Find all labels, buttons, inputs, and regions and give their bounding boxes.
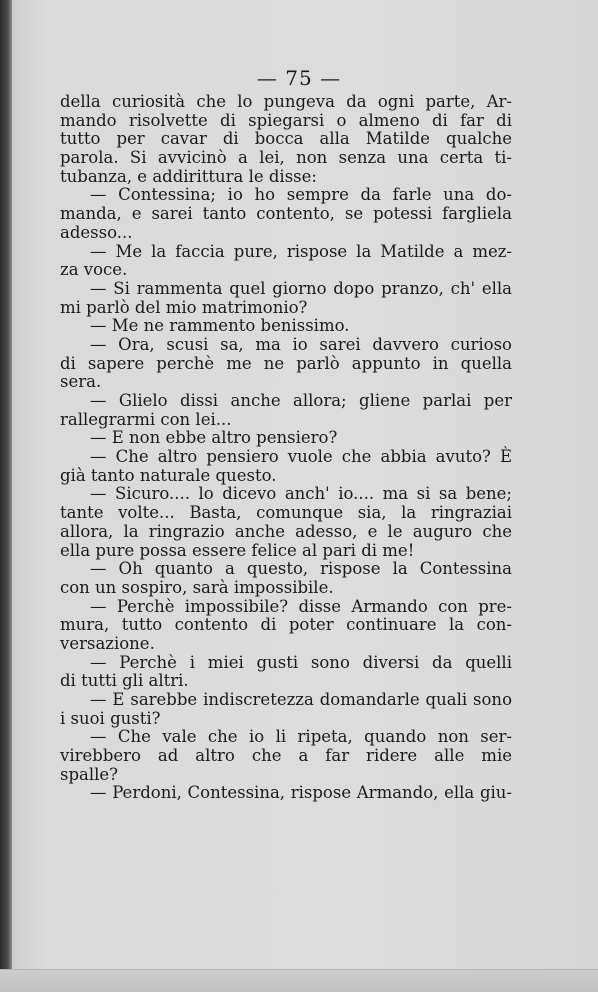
text-line: manda, e sarei tanto contento, se potessi fargliela: [60, 204, 512, 224]
body-text: [60, 93, 512, 803]
text-line: adesso...: [60, 222, 133, 242]
text-line: versazione.: [60, 633, 155, 653]
text-line: — Glielo dissi anche allora; gliene parlai per: [90, 391, 512, 410]
text-line: ella pure possa essere felice al pari di me!: [60, 540, 415, 560]
text-line: — Perchè impossibile? disse Armando con pre-: [90, 596, 512, 616]
text-line: — Me ne rammento benissimo.: [90, 316, 350, 336]
text-line: — Ora, scusi sa, ma io sarei davvero curioso: [90, 334, 512, 354]
text-line: già tanto naturale questo.: [60, 465, 277, 485]
text-line: — Perdoni, Contessina, rispose Armando, ella giu-: [90, 783, 512, 803]
text-line: di sapere perchè me ne parlò appunto in quella: [60, 353, 512, 373]
page-number: — 75 —: [256, 66, 342, 90]
text-line: — E non ebbe altro pensiero?: [90, 428, 338, 448]
text-line: di tutti gli altri.: [60, 671, 189, 691]
text-line: spalle?: [60, 764, 119, 784]
text-line: — Sicuro.... lo dicevo anch' io.... ma si sa bene;: [90, 484, 512, 504]
text-line: mando risolvette di spiegarsi o almeno di far di: [60, 110, 512, 130]
text-line: sera.: [60, 372, 102, 392]
text-line: mura, tutto contento di poter continuare la con-: [60, 615, 512, 635]
text-line: za voce.: [60, 260, 128, 280]
text-line: tante volte... Basta, comunque sia, la ringraziai: [60, 503, 512, 523]
text-line: mi parlò del mio matrimonio?: [60, 297, 308, 317]
text-line: virebbero ad altro che a far ridere alle mie: [60, 746, 512, 766]
text-line: — Oh quanto a questo, rispose la Contessina: [90, 559, 512, 579]
text-line: — Si rammenta quel giorno dopo pranzo, ch' ella: [90, 278, 512, 298]
text-line: — Contessina; io ho sempre da farle una do-: [90, 185, 512, 205]
page-bottom-edge: [0, 969, 598, 992]
book-spine-shadow: [0, 0, 12, 992]
text-line: tubanza, e addirittura le disse:: [60, 166, 317, 186]
text-line: — Che vale che io li ripeta, quando non ser-: [90, 727, 512, 747]
text-line: parola. Si avvicinò a lei, non senza una certa ti-: [60, 148, 512, 168]
text-line: i suoi gusti?: [60, 708, 161, 728]
text-line: rallegrarmi con lei...: [60, 409, 232, 429]
text-line: — E sarebbe indiscretezza domandarle quali sono: [90, 690, 512, 709]
text-line: con un sospiro, sarà impossibile.: [60, 577, 334, 597]
text-line: — Me la faccia pure, rispose la Matilde a mez-: [90, 241, 512, 261]
text-line: tutto per cavar di bocca alla Matilde qualche: [60, 129, 512, 149]
text-line: allora, la ringrazio anche adesso, e le auguro che: [60, 521, 512, 541]
text-line: — Che altro pensiero vuole che abbia avuto? È: [90, 447, 512, 467]
text-line: — Perchè i miei gusti sono diversi da quelli: [90, 652, 512, 672]
text-line: della curiosità che lo pungeva da ogni parte, Ar-: [60, 92, 512, 111]
